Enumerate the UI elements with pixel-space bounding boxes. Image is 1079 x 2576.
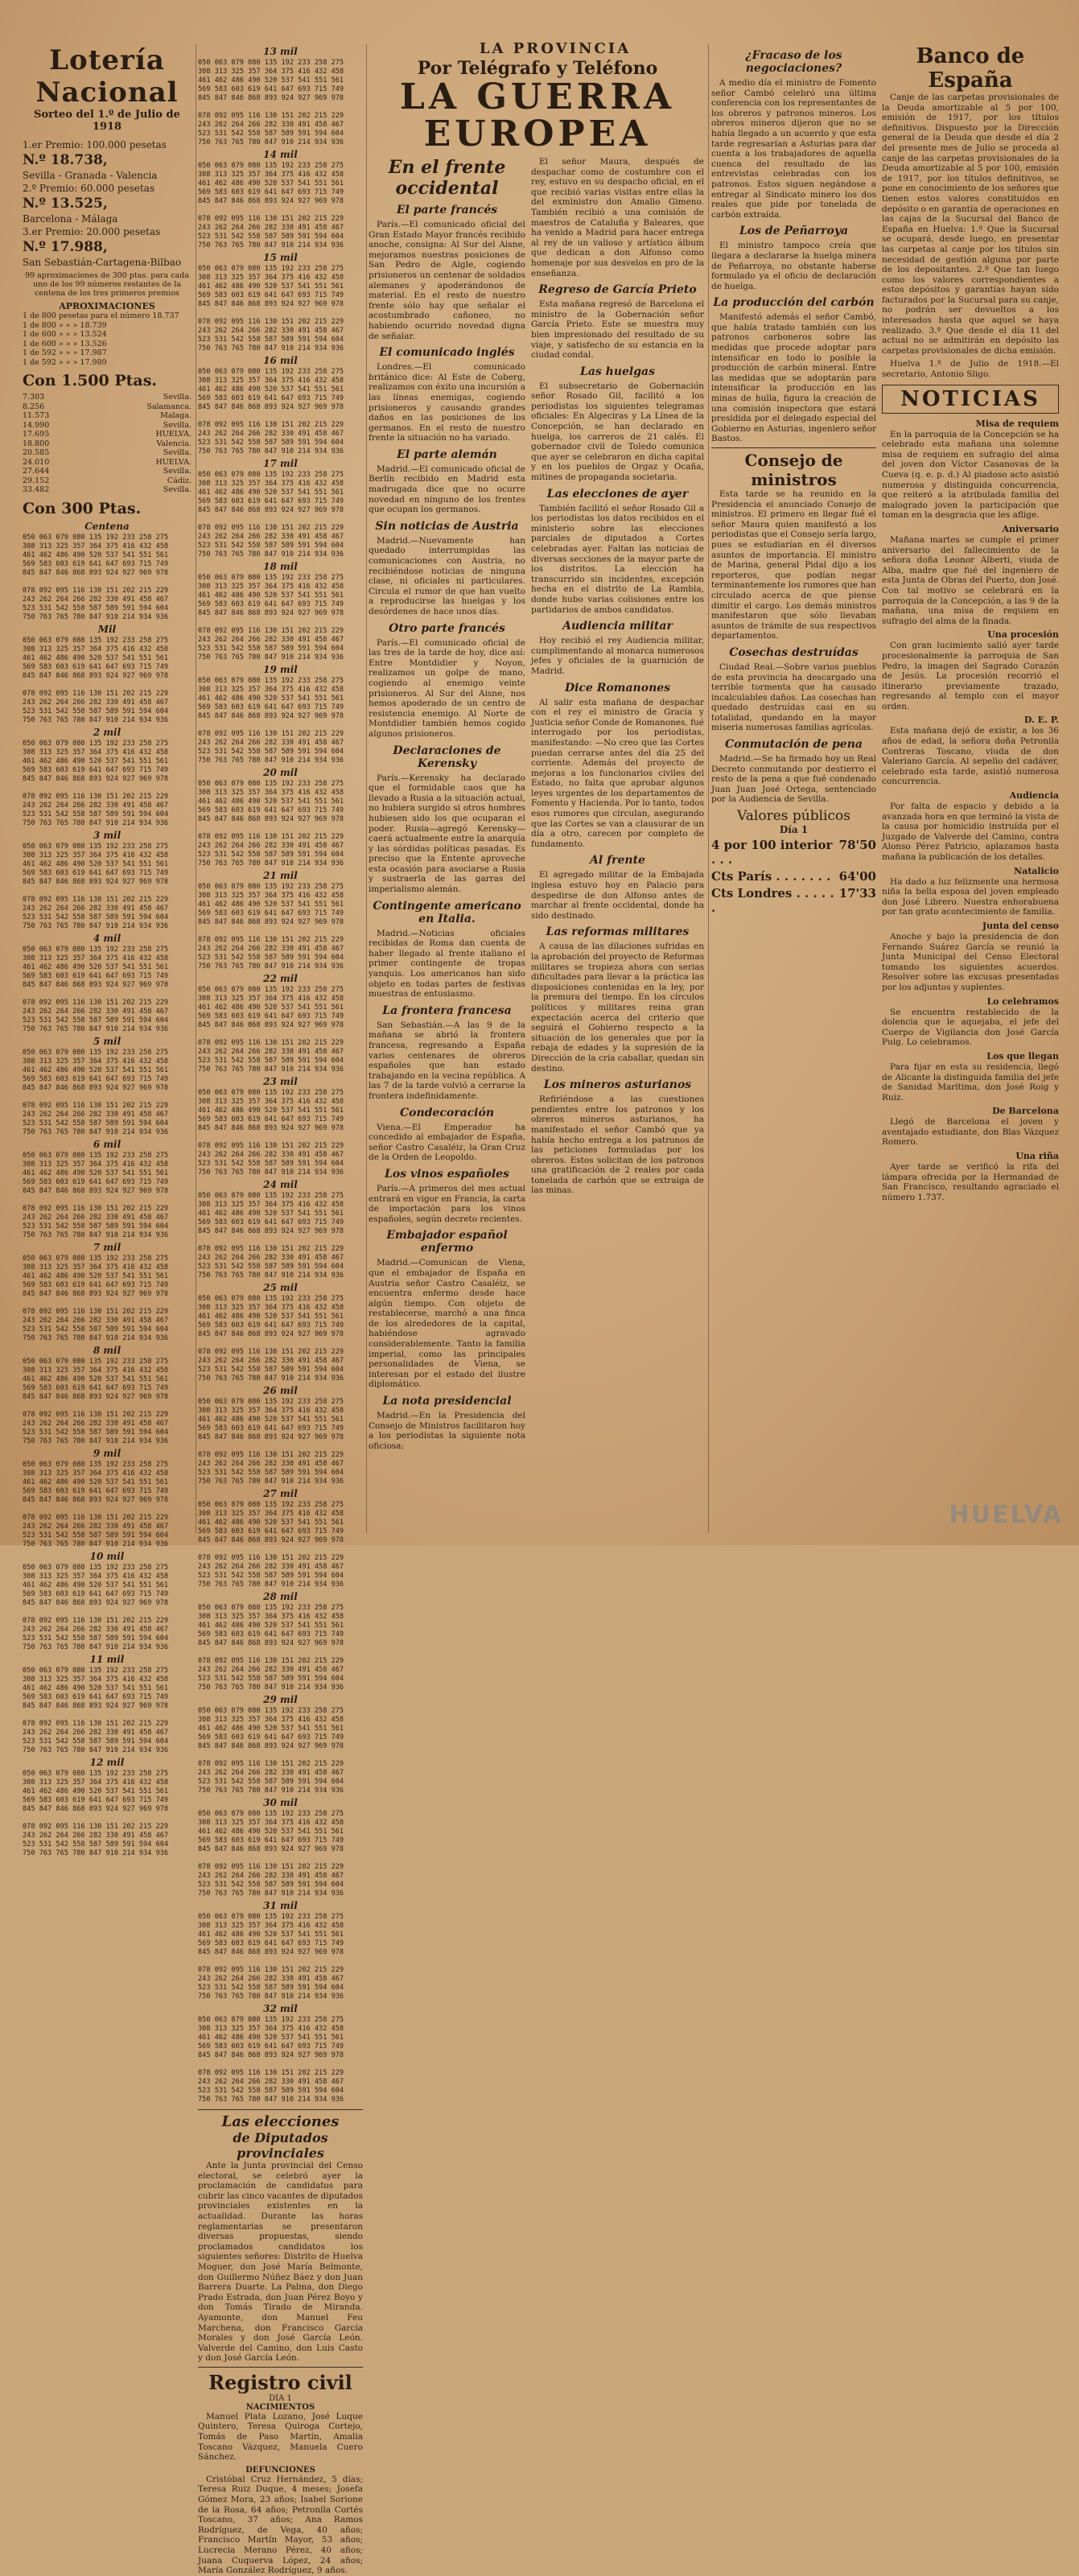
masthead: LA PROVINCIA (479, 40, 632, 57)
number-block: 050 063 079 080 135 192 233 258 275 308 313 325 357 364 375 416 432 458 461 462 486 490 520 537 541 551 561 569 583 603 619 641 647 693 715 749 845 847 846 868 893 924 927 969 978 078 092 095 116 130 151 202 215 229 243 262 264 266 282 330 491 458 467 523 531 542 558 587 589 591 594 604 750 763 765 780 847 910 214 934 936 (23, 636, 169, 724)
valores-dia: Día 1 (779, 824, 809, 836)
number-block: 050 063 079 080 135 192 233 258 275 308 313 325 357 364 375 416 432 458 461 462 486 490 520 537 541 551 561 569 583 603 619 641 647 693 715 749 845 847 846 868 893 924 927 969 978 078 092 095 116 130 151 202 215 229 243 262 264 266 282 330 491 458 467 523 531 542 558 587 589 591 594 604 750 763 765 780 847 910 214 934 936 (198, 986, 344, 1074)
section-heading: El parte francés (396, 204, 498, 216)
section-heading: Las elecciones de ayer (546, 487, 689, 501)
mil-heading: 3 mil (93, 829, 121, 841)
conmutacion-text: Madrid.—Se ha firmado hoy un Real Decreto conmutando por destierro el resto de la pena a que fué condenado Juan Juan José Ortega, sentenciado por la Audiencia de Sevilla. (711, 754, 876, 805)
prize-row-place: Malaga. (160, 411, 192, 420)
number-block: 050 063 079 080 135 192 233 258 275 308 313 325 357 364 375 416 432 458 461 462 486 490 520 537 541 551 561 569 583 603 619 641 647 693 715 749 845 847 846 868 893 924 927 969 978 078 092 095 116 130 151 202 215 229 243 262 264 266 282 330 491 458 467 523 531 542 558 587 589 591 594 604 750 763 765 780 847 910 214 934 936 (198, 1604, 344, 1692)
valor-name: Cts Londres . . . . . . (711, 886, 834, 916)
number-block: 050 063 079 080 135 192 233 258 275 308 313 325 357 364 375 416 432 458 461 462 486 490 520 537 541 551 561 569 583 603 619 641 647 693 715 749 845 847 846 868 893 924 927 969 978 078 092 095 116 130 151 202 215 229 243 262 264 266 282 330 491 458 467 523 531 542 558 587 589 591 594 604 750 763 765 780 847 910 214 934 936 (23, 1769, 169, 1857)
section-heading: El parte alemán (397, 447, 497, 461)
section-text: Hoy recibió el rey Audiencia militar, cumplimentando al monarca numerosos jefes y oficiales de la guarnición de Madrid. (531, 636, 704, 676)
mil-heading: 29 mil (263, 1694, 298, 1705)
prize-row (23, 467, 192, 476)
telegrafo-header: Por Telégrafo y Teléfono (417, 58, 658, 79)
number-block: 050 063 079 080 135 192 233 258 275 308 313 325 357 364 375 416 432 458 461 462 486 490 520 537 541 551 561 569 583 603 619 641 647 693 715 749 845 847 846 868 893 924 927 969 978 078 092 095 116 130 151 202 215 229 243 262 264 266 282 330 491 458 467 523 531 542 558 587 589 591 594 604 750 763 765 780 847 910 214 934 936 (198, 1913, 344, 2001)
banco-title: Banco de España (916, 44, 1025, 93)
section-1500: Con 1.500 Ptas. (23, 372, 158, 389)
number-block: 050 063 079 080 135 192 233 258 275 308 313 325 357 364 375 416 432 458 461 462 486 490 520 537 541 551 561 569 583 603 619 641 647 693 715 749 845 847 846 868 893 924 927 969 978 078 092 095 116 130 151 202 215 229 243 262 264 266 282 330 491 458 467 523 531 542 558 587 589 591 594 604 750 763 765 780 847 910 214 934 936 (198, 1810, 344, 1898)
prize-number-value: N.º 13.525, (23, 196, 108, 212)
mil-heading: 27 mil (263, 1488, 298, 1499)
mil-heading: 30 mil (263, 1797, 298, 1808)
section-text: París.—El comunicado oficial del Gran Estado Mayor francés recibido anoche, consigna: Al Sur del Aisne, mejoramos nuestras posiciones de San Pedro de Aigle, cogiendo prisioneros un centenar de soldados alemanes y apoderándonos de material. En el resto de nuestro frente sólo hay que señalar el acostumbrado cañoneo, no habiendo ocurrido novedad digna de señalar. (369, 220, 525, 341)
noticia-heading: Junta del censo (982, 920, 1059, 931)
war-sections-3 (711, 49, 876, 444)
section-heading: El comunicado inglés (379, 346, 515, 360)
noticia-heading: De Barcelona (992, 1106, 1059, 1117)
section-text: Manifestó además el señor Cambó, que había tratado también con los patronos carboneros sobre las medidas que procede adoptar para intensificar en todo lo posible la producción de carbón mineral. Entre las medidas que se adoptarán para intensificar la producción en las minas de hulla, figura la creación de una comisión inspectora que estará presidida por el delegado especial del Gobierno en Asturias, ingeniero señor Bastos. (711, 312, 876, 444)
noticias-list (882, 418, 1059, 1203)
number-block: 050 063 079 080 135 192 233 258 275 308 313 325 357 364 375 416 432 458 461 462 486 490 520 537 541 551 561 569 583 603 619 641 647 693 715 749 845 847 846 868 893 924 927 969 978 078 092 095 116 130 151 202 215 229 243 262 264 266 282 330 491 458 467 523 531 542 558 587 589 591 594 604 750 763 765 780 847 910 214 934 936 (198, 1192, 344, 1280)
number-block: 050 063 079 080 135 192 233 258 275 308 313 325 357 364 375 416 432 458 461 462 486 490 520 537 541 551 561 569 583 603 619 641 647 693 715 749 845 847 846 868 893 924 927 969 978 078 092 095 116 130 151 202 215 229 243 262 264 266 282 330 491 458 467 523 531 542 558 587 589 591 594 604 750 763 765 780 847 910 214 934 936 (23, 1151, 169, 1239)
valor-row (711, 838, 876, 867)
consejo-title: Consejo de ministros (744, 451, 843, 489)
mil-heading: 17 mil (263, 458, 298, 469)
valor-row (711, 886, 876, 915)
number-block: 050 063 079 080 135 192 233 258 275 308 313 325 357 364 375 416 432 458 461 462 486 490 520 537 541 551 561 569 583 603 619 641 647 693 715 749 845 847 846 868 893 924 927 969 978 078 092 095 116 130 151 202 215 229 243 262 264 266 282 330 491 458 467 523 531 542 558 587 589 591 594 604 750 763 765 780 847 910 214 934 936 (23, 842, 169, 930)
number-block: 050 063 079 080 135 192 233 258 275 308 313 325 357 364 375 416 432 458 461 462 486 490 520 537 541 551 561 569 583 603 619 641 647 693 715 749 845 847 846 868 893 924 927 969 978 078 092 095 116 130 151 202 215 229 243 262 264 266 282 330 491 458 467 523 531 542 558 587 589 591 594 604 750 763 765 780 847 910 214 934 936 (198, 2016, 344, 2104)
approx-title: APROXIMACIONES (59, 301, 155, 311)
section-heading: Los mineros asturianos (543, 1078, 692, 1092)
prize-row-number: 14.990 (23, 420, 50, 430)
section-text: Viena.—El Emperador ha concedido al embajador de España, señor Castro Casaléiz, la Gran Cruz de la Orden de Leopoldo. (369, 1122, 525, 1163)
number-block: 050 063 079 080 135 192 233 258 275 308 313 325 357 364 375 416 432 458 461 462 486 490 520 537 541 551 561 569 583 603 619 641 647 693 715 749 845 847 846 868 893 924 927 969 978 078 092 095 116 130 151 202 215 229 243 262 264 266 282 330 491 458 467 523 531 542 558 587 589 591 594 604 750 763 765 780 847 910 214 934 936 (198, 780, 344, 868)
noticia-text: Anoche y bajo la presidencia de don Fernando Suárez García se reunió la Junta Municipal del Censo Electoral tomando los siguientes acuerdos. Resolver sobre las excusas presentadas por los adjuntos y suplentes. (882, 931, 1059, 992)
section-heading: Condecoración (399, 1106, 495, 1119)
number-block: 050 063 079 080 135 192 233 258 275 308 313 325 357 364 375 416 432 458 461 462 486 490 520 537 541 551 561 569 583 603 619 641 647 693 715 749 845 847 846 868 893 924 927 969 978 078 092 095 116 130 151 202 215 229 243 262 264 266 282 330 491 458 467 523 531 542 558 587 589 591 594 604 750 763 765 780 847 910 214 934 936 (23, 1563, 169, 1651)
noticia-heading: Lo celebramos (986, 995, 1059, 1007)
war-column-2 (531, 157, 704, 1533)
section-heading: Sin noticias de Austria (375, 519, 519, 533)
news-column-2 (882, 44, 1059, 1533)
number-block: 050 063 079 080 135 192 233 258 275 308 313 325 357 364 375 416 432 458 461 462 486 490 520 537 541 551 561 569 583 603 619 641 647 693 715 749 845 847 846 868 893 924 927 969 978 078 092 095 116 130 151 202 215 229 243 262 264 266 282 330 491 458 467 523 531 542 558 587 589 591 594 604 750 763 765 780 847 910 214 934 936 (23, 1254, 169, 1342)
lottery-column (23, 44, 192, 1857)
mil-heading: 19 mil (263, 664, 298, 675)
conmutacion-title: Conmutación de pena (725, 738, 863, 752)
list-1500 (23, 393, 192, 495)
section-text: Londres.—El comunicado británico dice: Al Este de Coberg, realizamos con éxito una incursión a las líneas enemigas, cogiendo prisioneros y causando grandes daños en las posiciones de los germanos. En el resto de nuestro frente la situación no ha variado. (369, 362, 526, 443)
mil-heading: 5 mil (93, 1035, 121, 1047)
mil-heading: 16 mil (263, 355, 298, 366)
prize-list (23, 139, 192, 268)
prize-row-place: HUELVA. (155, 430, 192, 439)
number-block: 050 063 079 080 135 192 233 258 275 308 313 325 357 364 375 416 432 458 461 462 486 490 520 537 541 551 561 569 583 603 619 641 647 693 715 749 845 847 846 868 893 924 927 969 978 078 092 095 116 130 151 202 215 229 243 262 264 266 282 330 491 458 467 523 531 542 558 587 589 591 594 604 750 763 765 780 847 910 214 934 936 (198, 59, 344, 146)
prize-row (23, 421, 192, 431)
section-text: A medio día el ministro de Fomento señor Cambó celebró una última conferencia con los representantes de los obreros y patronos mineros. Los obreros mineros dijeron que no se había llegado a un acuerdo y que esta tarde regresarían a Asturias para dar cuenta a los trabajadores de aquella cuenca del resultado de las entrevistas celebradas con los patronos. Estos siguen negándose a entregar al Sindicato minero los dos reales que pide por tonelada de carbón extraída. (711, 78, 876, 220)
defunciones-text: Cristóbal Cruz Hernández, 5 días; Teresa Ruiz Duque, 4 meses; Josefa Gómez Mora, 23 años; Isabel Sorione de la Rosa, 64 años; Petronila Cortés Toscano, 37 años; Ana Ramos Rodríguez, de Vega, 40 años; Francisco Martín Mayor, 53 años; Lucrecia Merano Pérez, 40 años; Juana Cuquerva López, 24 años; María González Rodríguez, 9 años. (198, 2474, 363, 2576)
section-300: Con 300 Ptas. (23, 499, 142, 517)
lottery-note: 99 aproximaciones de 300 ptas. para cada uno de los 99 números restantes de la centena de los tres primeros premios (25, 271, 189, 298)
lottery-column-2 (198, 44, 363, 2576)
number-block: 050 063 079 080 135 192 233 258 275 308 313 325 357 364 375 416 432 458 461 462 486 490 520 537 541 551 561 569 583 603 619 641 647 693 715 749 845 847 846 868 893 924 927 969 978 078 092 095 116 130 151 202 215 229 243 262 264 266 282 330 491 458 467 523 531 542 558 587 589 591 594 604 750 763 765 780 847 910 214 934 936 (198, 1398, 344, 1486)
noticia-heading: Una riña (1015, 1151, 1059, 1162)
section-text: Madrid.—En la Presidencia del Consejo de Ministros facilitaron hoy a los periodistas la siguiente nota oficiosa: (369, 1411, 525, 1451)
section-heading: Al frente (590, 854, 645, 868)
number-block: 050 063 079 080 135 192 233 258 275 308 313 325 357 364 375 416 432 458 461 462 486 490 520 537 541 551 561 569 583 603 619 641 647 693 715 749 845 847 846 868 893 924 927 969 978 078 092 095 116 130 151 202 215 229 243 262 264 266 282 330 491 458 467 523 531 542 558 587 589 591 594 604 750 763 765 780 847 910 214 934 936 (23, 1357, 169, 1445)
archive-watermark: HUELVA (949, 1501, 1063, 1529)
approx-row: 1 de 800 » » » 18.739 (23, 320, 107, 330)
banco-text: Canje de las carpetas provisionales de la Deuda amortizable al 5 por 100, emisión de 1917, por los títulos definitivos. Dispuesto por la Dirección general de la Deuda que desde el día 2 del presente mes de Julio se proceda al canje de las carpetas provisionales de la Deuda amortizable al 5 por 100, emisión de 1917, por los títulos definitivos, se pone en conocimiento de los señores que tienen estos valores constituídos en depósito o en garantía de operaciones en las cajas de la Sucursal del Banco de España en Huelva: 1.º Que la Sucursal se ocupará, desde luego, en presentar las carpetas al canje por los títulos sin necesidad de gestión alguna por parte de los depositantes. 2.º Que tan luego como los valores correspondientes a estos depósitos y garantías hayan sido facturados por la Sucursal para su canje, no podrán ser devueltos a los interesados hasta que aquel se haya realizado. 3.º Que desde el día 11 del actual no se admitirán en depósito las carpetas provisionales de dicha emisión. (882, 93, 1059, 356)
column-rule (708, 44, 709, 1533)
section-heading: Audiencia militar (562, 620, 673, 633)
prize-row (23, 448, 192, 458)
valor-price: 17'33 (838, 886, 876, 901)
mil-heading: 25 mil (263, 1282, 298, 1293)
noticia-text: Se encuentra restablecido de la dolencia que le aquejaba, el jefe del Cuerpo de Vigilancia don José García Puig. Lo celebramos. (882, 1007, 1059, 1048)
mil-heading: 13 mil (263, 46, 298, 57)
prize-row-number: 17.695 (23, 430, 50, 439)
elecciones-subtitle: de Diputados provinciales (233, 2130, 328, 2161)
defunciones-head: DEFUNCIONES (245, 2465, 315, 2475)
conmutacion-article (711, 738, 876, 805)
number-block: 050 063 079 080 135 192 233 258 275 308 313 325 357 364 375 416 432 458 461 462 486 490 520 537 541 551 561 569 583 603 619 641 647 693 715 749 845 847 846 868 893 924 927 969 978 078 092 095 116 130 151 202 215 229 243 262 264 266 282 330 491 458 467 523 531 542 558 587 589 591 594 604 750 763 765 780 847 910 214 934 936 (198, 574, 344, 662)
valores-table (711, 838, 876, 915)
section-heading: Dice Romanones (564, 681, 671, 694)
prize-places: San Sebastián-Cartagena-Bilbao (23, 257, 182, 268)
prize-row-number: 29.152 (23, 476, 50, 485)
number-block: 050 063 079 080 135 192 233 258 275 308 313 325 357 364 375 416 432 458 461 462 486 490 520 537 541 551 561 569 583 603 619 641 647 693 715 749 845 847 846 868 893 924 927 969 978 078 092 095 116 130 151 202 215 229 243 262 264 266 282 330 491 458 467 523 531 542 558 587 589 591 594 604 750 763 765 780 847 910 214 934 936 (23, 533, 169, 621)
section-heading: ¿Fracaso de los negociaciones? (745, 49, 842, 75)
war-banner: LA GUERRA EUROPEA (399, 76, 676, 155)
section-heading: Otro parte francés (389, 621, 505, 635)
noticia-text: Para fijar en esta su residencia, llegó de Alicante la distinguida familia del jefe de Sanidad Marítima, don José Roig y Ruiz. (882, 1061, 1059, 1103)
number-block: 050 063 079 080 135 192 233 258 275 308 313 325 357 364 375 416 432 458 461 462 486 490 520 537 541 551 561 569 583 603 619 641 647 693 715 749 845 847 846 868 893 924 927 969 978 078 092 095 116 130 151 202 215 229 243 262 264 266 282 330 491 458 467 523 531 542 558 587 589 591 594 604 750 763 765 780 847 910 214 934 936 (23, 1460, 169, 1548)
noticia-heading: Los que llegan (986, 1050, 1059, 1061)
noticia-heading: Audiencia (1009, 790, 1059, 802)
news-column-1 (711, 44, 876, 1533)
noticia-text: En la parroquia de la Concepción se ha celebrado esta mañana una solemne misa de requiem en sufragio del alma del joven don Víctor Casanovas de la Cueva (q. e. p. d.) Al piadoso acto asistió numerosa y distinguida concurrencia, que reiteró a la atribulada familia del malogrado joven la participación que toman en la desgracia que les aflige. (882, 429, 1059, 521)
mil-heading: 7 mil (93, 1241, 121, 1253)
number-blocks-2 (198, 46, 363, 2104)
prize-row-number: 33.482 (23, 485, 50, 494)
noticia-heading: Misa de requiem (975, 418, 1059, 429)
number-block: 050 063 079 080 135 192 233 258 275 308 313 325 357 364 375 416 432 458 461 462 486 490 520 537 541 551 561 569 583 603 619 641 647 693 715 749 845 847 846 868 893 924 927 969 978 078 092 095 116 130 151 202 215 229 243 262 264 266 282 330 491 458 467 523 531 542 558 587 589 591 594 604 750 763 765 780 847 910 214 934 936 (198, 368, 344, 455)
number-block: 050 063 079 080 135 192 233 258 275 308 313 325 357 364 375 416 432 458 461 462 486 490 520 537 541 551 561 569 583 603 619 641 647 693 715 749 845 847 846 868 893 924 927 969 978 078 092 095 116 130 151 202 215 229 243 262 264 266 282 330 491 458 467 523 531 542 558 587 589 591 594 604 750 763 765 780 847 910 214 934 936 (198, 677, 344, 765)
number-blocks (23, 534, 192, 1858)
mil-heading: 14 mil (263, 149, 298, 160)
section-heading: Las reformas militares (546, 925, 690, 939)
prize-row-place: Sevilla. (163, 467, 192, 476)
war-sections (369, 204, 525, 1451)
valor-price: 64'00 (838, 869, 876, 884)
prize-label: 3.er Premio: 20.000 pesetas (23, 226, 161, 237)
prize-row (23, 402, 192, 412)
mil-heading: 11 mil (89, 1653, 125, 1665)
frente-title: En el frente occidental (388, 157, 506, 199)
approx-row: 1 de 600 » » » 13.524 (23, 330, 107, 339)
cosechas-title: Cosechas destruídas (729, 645, 859, 659)
prize-number (23, 196, 192, 212)
prize-number (23, 152, 192, 168)
mil-heading: 15 mil (263, 252, 298, 263)
section-text: Madrid.—Nuevamente han quedado interrumpidas las comunicaciones con Austria, no recibiéndose noticias de ninguna clase, ni oficiales ni particulares. Circula el rumor de que han vuelto a reproducirse las huelgas y los desórdenes de hace unos días. (369, 535, 525, 616)
section-text: También facilitó el señor Rosado Gil a los periodistas los datos recibidos en el ministerio sobre las elecciones parciales de diputados a Cortes celebradas ayer. Faltan las noticias de diversas secciones de la mayor parte de los distritos. La elección ha transcurrido sin incidentes, excepción hecha en el distrito de La Rambla, donde hubo varias colisiones entre los partidarios de ambos candidatos. (531, 503, 704, 615)
section-text: San Sebastián.—A las 9 de la mañana se abrió la frontera francesa, regresando a España varios centenares de obreros españoles que han estado trabajando en la vecina república. A las 7 de la tarde volvió a cerrarse la frontera indefinidamente. (369, 1020, 525, 1101)
registro-title: Registro civil (208, 2370, 352, 2394)
approx-row: 1 de 592 » » » 17.987 (23, 348, 107, 357)
mil-heading: 12 mil (89, 1756, 125, 1768)
prize-row-place: Valencia. (156, 439, 192, 448)
valor-name: 4 por 100 interior . . . (711, 838, 833, 868)
prize-row-number: 7.303 (23, 393, 45, 402)
mil-heading: 24 mil (263, 1179, 298, 1190)
lottery-title: Lotería Nacional (35, 44, 179, 109)
section-text: París.—El comunicado oficial de las tres de la tarde de hoy, dice así: Entre Montdidier y Noyon, realizamos un golpe de mano, cogiendo al enemigo veinte prisioneros. Al Sur del Aisne, nos hemos apoderado de un centro de resistencia enemigo. Al Norte de Montdidier también hemos cogido algunos prisioneros. (369, 637, 525, 739)
section-heading: Embajador español enfermo (386, 1229, 508, 1255)
approx-row: 1 de 600 » » » 13.526 (23, 339, 107, 348)
noticia-text: Con gran lucimiento salió ayer tarde procesionalmente la parroquia de San Pedro, la imagen del Sagrado Corazón de Jesús. La procesión recorrió el itinerario previamente trazado, regresando al templo con el mayor orden. (882, 641, 1059, 711)
approx-row: 1 de 592 » » » 17.989 (23, 357, 107, 367)
mil-heading: 8 mil (93, 1344, 121, 1356)
mil-heading: 26 mil (263, 1385, 298, 1396)
section-text: Madrid.—El comunicado oficial de Berlín recibido en Madrid esta madrugada dice que no ocurre novedad en ninguno de los frentes que ocupan los germanos. (369, 464, 525, 515)
prize-places: Barcelona - Málaga (23, 213, 118, 225)
valor-price: 78'50 (838, 838, 876, 853)
noticias-title: NOTICIAS (882, 385, 1059, 414)
mil-heading: 18 mil (263, 561, 298, 572)
column-rule (366, 44, 367, 1533)
prize-row-number: 8.256 (23, 402, 45, 411)
prize-row (23, 485, 192, 495)
section-text: El subsecretario de Gobernación señor Rosado Gil, facilitó a los periodistas los siguientes telegramas oficiales: En Algeciras y La Línea de la Concepción, se han declarado en huelga, los carreros de 21 calés. El gobernador civil de Toledo comunica que ayer se celebraron en dicha capital y en los pueblos de Orgaz y Ocaña, mitines de propaganda societaria. (531, 381, 704, 483)
prize-row-place: Salamanca. (146, 402, 192, 411)
noticia-heading: Una procesión (987, 629, 1059, 641)
prize-number-value: N.º 18.738, (23, 152, 108, 168)
prize-number (23, 239, 192, 255)
mil-heading: 28 mil (263, 1591, 298, 1602)
prize-row (23, 439, 192, 449)
prize-row-place: HUELVA. (155, 457, 192, 467)
number-block: 050 063 079 080 135 192 233 258 275 308 313 325 357 364 375 416 432 458 461 462 486 490 520 537 541 551 561 569 583 603 619 641 647 693 715 749 845 847 846 868 893 924 927 969 978 078 092 095 116 130 151 202 215 229 243 262 264 266 282 330 491 458 467 523 531 542 558 587 589 591 594 604 750 763 765 780 847 910 214 934 936 (198, 883, 344, 971)
consejo-text: Esta tarde se ha reunido en la Presidencia el anunciado Consejo de ministros. El primero en llegar fué el señor Maura quien manifestó a los periodistas que el Consejo sería largo, pues se estudiarían en él diversos asuntos de importancia. El ministro de Marina, general Pidal dijo a los reporteros, que podían negar terminantemente los rumores que han circulado acerca de que piense dimitir el cargo. Los demás ministros manifestaron que sólo llevaban asuntos de trámite de sus respectivos departamentos. (711, 489, 876, 641)
number-block: 050 063 079 080 135 192 233 258 275 308 313 325 357 364 375 416 432 458 461 462 486 490 520 537 541 551 561 569 583 603 619 641 647 693 715 749 845 847 846 868 893 924 927 969 978 078 092 095 116 130 151 202 215 229 243 262 264 266 282 330 491 458 467 523 531 542 558 587 589 591 594 604 750 763 765 780 847 910 214 934 936 (198, 1501, 344, 1589)
cosechas-article (711, 646, 876, 733)
mil-heading: 31 mil (263, 1900, 298, 1911)
section-heading: Contingente americano en Italia. (373, 899, 521, 925)
number-block: 050 063 079 080 135 192 233 258 275 308 313 325 357 364 375 416 432 458 461 462 486 490 520 537 541 551 561 569 583 603 619 641 647 693 715 749 845 847 846 868 893 924 927 969 978 078 092 095 116 130 151 202 215 229 243 262 264 266 282 330 491 458 467 523 531 542 558 587 589 591 594 604 750 763 765 780 847 910 214 934 936 (198, 1707, 344, 1795)
prize-row-number: 27.644 (23, 467, 50, 476)
section-heading: Regreso de García Prieto (538, 283, 697, 297)
noticia-text: Mañana martes se cumple el primer aniversario del fallecimiento de la señora doña Leonor Alberti, viuda de Alba, madre que fué del ingeniero de esta Junta de Obras del Puerto, don José. Con tal motivo se celebrará en la parroquia de la Concepción, a las 9 de la mañana, una misa de requiem en sufragio del alma de la finada. (882, 534, 1059, 626)
mil-heading: Mil (97, 623, 117, 635)
mil-heading: 6 mil (93, 1138, 121, 1150)
noticia-heading: Natalicio (1014, 865, 1059, 876)
number-block: 050 063 079 080 135 192 233 258 275 308 313 325 357 364 375 416 432 458 461 462 486 490 520 537 541 551 561 569 583 603 619 641 647 693 715 749 845 847 846 868 893 924 927 969 978 078 092 095 116 130 151 202 215 229 243 262 264 266 282 330 491 458 467 523 531 542 558 587 589 591 594 604 750 763 765 780 847 910 214 934 936 (23, 739, 169, 827)
elecciones-article (198, 2109, 363, 2364)
noticia-text: Esta mañana dejó de existir, a los 36 años de edad, la señora doña Petronila Contreras Toscano, viuda de don Valeriano García. Al sepelio del cadáver, celebrado esta tarde, asistió numerosa concurrencia. (882, 726, 1059, 787)
prize-row-place: Cádiz. (167, 476, 192, 485)
valor-name: Cts París . . . . . . . (711, 869, 831, 884)
war-column-1 (369, 157, 525, 1533)
banco-firma: Huelva 1.º de Julio de 1918.—El secretario, Antonio Sligo. (882, 359, 1059, 380)
valores-title: Valores públicos (737, 808, 850, 825)
mil-heading: 32 mil (263, 2003, 298, 2014)
centena-head: Centena (84, 520, 130, 532)
section-text: El ministro tampoco creía que llegara a declararse la huelga minera de Peñarroya, no obstante haberse formulado ya el oficio de declaración de huelga. (711, 241, 876, 291)
noticia-heading: D. E. P. (1023, 715, 1059, 726)
number-block: 050 063 079 080 135 192 233 258 275 308 313 325 357 364 375 416 432 458 461 462 486 490 520 537 541 551 561 569 583 603 619 641 647 693 715 749 845 847 846 868 893 924 927 969 978 078 092 095 116 130 151 202 215 229 243 262 264 266 282 330 491 458 467 523 531 542 558 587 589 591 594 604 750 763 765 780 847 910 214 934 936 (198, 1295, 344, 1383)
valor-row (711, 869, 876, 884)
number-block: 050 063 079 080 135 192 233 258 275 308 313 325 357 364 375 416 432 458 461 462 486 490 520 537 541 551 561 569 583 603 619 641 647 693 715 749 845 847 846 868 893 924 927 969 978 078 092 095 116 130 151 202 215 229 243 262 264 266 282 330 491 458 467 523 531 542 558 587 589 591 594 604 750 763 765 780 847 910 214 934 936 (23, 1666, 169, 1754)
section-text: Esta mañana regresó de Barcelona el ministro de la Gobernación señor García Prieto. Este se muestra muy bien impresionado del resultado de su viaje, y satisfecho de su estancia en la ciudad condal. (531, 299, 704, 361)
section-text: París.—Kerensky ha declarado que el formidable caos que ha llevado a Rusia a la situación actual, no hubiera surgido si otros hombres hubiesen sido los que ocuparan el poder. Rusia—agregó Kerensky—caerá actualmente entre la anarquía y las sórdidas políticas pasadas. Es preciso que la Entente aproveche esta ocasión para asociarse a Rusia y sustraerla de las garras del imperialismo alemán. (369, 773, 525, 895)
prize-row-place: Sevilla. (163, 448, 192, 457)
section-heading: La nota presidencial (382, 1395, 512, 1408)
noticia-text: Por falta de espacio y debido a la avanzada hora en que terminó la vista de la causa por homicidio instruída por el Juzgado de Valverde del Camino, contra Alonso Pérez Patricio, aplazamos hasta mañana la publicación de los detalles. (882, 802, 1059, 862)
prize-number-value: N.º 17.988, (23, 239, 108, 255)
registro-article (198, 2367, 363, 2576)
prize-row-place: Sevilla. (163, 393, 192, 402)
prize-row (23, 458, 192, 468)
prize-row (23, 393, 192, 402)
elecciones-title: Las elecciones (221, 2113, 340, 2130)
mil-heading: 22 mil (263, 973, 298, 984)
prize-row (23, 476, 192, 486)
section-text: Madrid.—Noticias oficiales recibidas de Roma dan cuenta de haber llegado al frente italiano el primer contingente de tropas yanquis. Los americanos han sido objeto en todas partes de festivas muestras de entusiasmo. (369, 928, 525, 999)
section-heading: Los de Peñarroya (739, 225, 849, 238)
mil-heading: 9 mil (93, 1447, 121, 1459)
number-block: 050 063 079 080 135 192 233 258 275 308 313 325 357 364 375 416 432 458 461 462 486 490 520 537 541 551 561 569 583 603 619 641 647 693 715 749 845 847 846 868 893 924 927 969 978 078 092 095 116 130 151 202 215 229 243 262 264 266 282 330 491 458 467 523 531 542 558 587 589 591 594 604 750 763 765 780 847 910 214 934 936 (198, 471, 344, 558)
prize-row (23, 430, 192, 439)
section-text: París.—A primeros del mes actual entrará en vigor en Francia, la carta de importación para los vinos españoles, según decreto recientes. (369, 1183, 525, 1224)
number-block: 050 063 079 080 135 192 233 258 275 308 313 325 357 364 375 416 432 458 461 462 486 490 520 537 541 551 561 569 583 603 619 641 647 693 715 749 845 847 846 868 893 924 927 969 978 078 092 095 116 130 151 202 215 229 243 262 264 266 282 330 491 458 467 523 531 542 558 587 589 591 594 604 750 763 765 780 847 910 214 934 936 (23, 945, 169, 1033)
section-heading: Los vinos españoles (385, 1167, 509, 1181)
mil-heading: 4 mil (93, 932, 121, 944)
elecciones-text: Ante la Junta provincial del Censo electoral, se celebró ayer la proclamación de candidatos para cubrir las cinco vacantes de diputados provinciales existentes en la actualidad. Durante las horas reglamentarias se presentaron diversas propuestas, siendo proclamados candidatos los siguientes señores: Distrito de Huelva Moguer, don José María Belmonte, don Guillermo Núñez Báez y don Juan Barrera Duarte. La Palma, don Diego Prado Estrada, don Juan Pérez Boyo y don Tomás Tirado de Miranda. Ayamonte, don Manuel Feu Marchena, don Francisco García Morales y don José García León. Valverde del Camino, don Luis Casto y don José García León. (198, 2161, 363, 2364)
section-heading: Las huelgas (580, 365, 655, 378)
prize-places: Sevilla - Granada - Valencia (23, 170, 158, 181)
noticia-text: Llegó de Barcelona el joven y aventajado estudiante, don Blas Vázquez Romero. (882, 1117, 1059, 1148)
mil-heading: 21 mil (263, 870, 298, 881)
cosechas-text: Ciudad Real.—Sobre varios pueblos de esta provincia ha descargado una terrible tormenta que ha causado incalculables daños. Las cosechas han quedado destruídas casi en su totalidad, quedando en la mayor miseria numerosas familias agrícolas. (711, 662, 876, 733)
consejo-article (711, 447, 876, 641)
prize-row-number: 24.010 (23, 457, 50, 467)
section-text: El señor Maura, después de despachar como de costumbre con el rey, estuvo en su despacho oficial, en el que recibió varias visitas entre ellas la del exministro don Amalio Gimeno. También recibió a una comisión de maestros de Cataluña y Baleares, que ha venido a Madrid para hacer entrega al rey de un valioso y artístico álbum que dedican a don Alfonso como homenaje por sus desvelos en pro de la enseñanza. (531, 157, 704, 278)
section-text: El agregado militar de la Embajada inglesa estuvo hoy en Palacio para despedirse de don Alfonso antes de marchar al frente occidental, donde ha sido destinado. (531, 870, 704, 921)
number-block: 050 063 079 080 135 192 233 258 275 308 313 325 357 364 375 416 432 458 461 462 486 490 520 537 541 551 561 569 583 603 619 641 647 693 715 749 845 847 846 868 893 924 927 969 978 078 092 095 116 130 151 202 215 229 243 262 264 266 282 330 491 458 467 523 531 542 558 587 589 591 594 604 750 763 765 780 847 910 214 934 936 (198, 162, 344, 249)
prize-row-place: Sevilla. (163, 485, 192, 494)
prize-row (23, 411, 192, 421)
lottery-subtitle: Sorteo del 1.º de Julio de 1918 (34, 109, 180, 133)
number-block: 050 063 079 080 135 192 233 258 275 308 313 325 357 364 375 416 432 458 461 462 486 490 520 537 541 551 561 569 583 603 619 641 647 693 715 749 845 847 846 868 893 924 927 969 978 078 092 095 116 130 151 202 215 229 243 262 264 266 282 330 491 458 467 523 531 542 558 587 589 591 594 604 750 763 765 780 847 910 214 934 936 (198, 265, 344, 352)
mil-heading: 2 mil (93, 726, 121, 738)
registro-dia: DIA 1 (269, 2393, 292, 2403)
number-block: 050 063 079 080 135 192 233 258 275 308 313 325 357 364 375 416 432 458 461 462 486 490 520 537 541 551 561 569 583 603 619 641 647 693 715 749 845 847 846 868 893 924 927 969 978 078 092 095 116 130 151 202 215 229 243 262 264 266 282 330 491 458 467 523 531 542 558 587 589 591 594 604 750 763 765 780 847 910 214 934 936 (198, 1089, 344, 1177)
section-text: A causa de las dilaciones sufridas en la aprobación del proyecto de Reformas militares se tropieza ahora con serias dificultades para llevar a la práctica las disposiciones contenidas en la ley, por la premura del tiempo. En los círculos políticos y militares reina gran expectación acerca del criterio que seguirá el Gobierno respecto a la situación de los generales que por la rebaja de edades y la supresión de la Dirección de la cría caballar, quedan sin destino. (531, 942, 704, 1074)
approx-table (23, 311, 192, 367)
nacimientos-head: NACIMIENTOS (245, 2402, 315, 2412)
prize-row-place: Sevilla. (163, 420, 192, 430)
section-heading: La producción del carbón (713, 296, 875, 310)
noticia-heading: Aniversario (1002, 523, 1059, 534)
prize-label: 2.º Premio: 60.000 pesetas (23, 183, 155, 194)
number-block: 050 063 079 080 135 192 233 258 275 308 313 325 357 364 375 416 432 458 461 462 486 490 520 537 541 551 561 569 583 603 619 641 647 693 715 749 845 847 846 868 893 924 927 969 978 078 092 095 116 130 151 202 215 229 243 262 264 266 282 330 491 458 467 523 531 542 558 587 589 591 594 604 750 763 765 780 847 910 214 934 936 (23, 1048, 169, 1136)
noticia-text: Ayer tarde se verificó la rifa del lámpara ofrecida por la Hermandad de San Francisco, resultando agraciado el número 1.737. (882, 1162, 1059, 1202)
mil-heading: 10 mil (89, 1550, 125, 1562)
approx-row: 1 de 800 pesetas para el número 18.737 (23, 311, 179, 320)
prize-label: 1.er Premio: 100.000 pesetas (23, 139, 167, 150)
prize-row-number: 18.800 (23, 439, 50, 448)
nacimientos-text: Manuel Plata Lozano, José Luque Quintero, Teresa Quiroga Cortejo, Tomás de Paso Martín, Amalia Toscano Vázquez, Manuela Cuero Sánchez. (198, 2411, 363, 2463)
section-heading: Declaraciones de Kerensky (393, 744, 501, 770)
prize-row-number: 11.573 (23, 411, 50, 420)
war-sections-2 (531, 157, 704, 1196)
section-text: Refiriéndose a las cuestiones pendientes entre los patronos y los obreros mineros asturianos, ha manifestado el señor Cambó que ya había hecho entrega a los patronos de las peticiones formuladas por los obreros. Estos solicitan de los patronos una gratificación de 2 reales por cada tonelada de carbón que se extraiga de las minas. (531, 1094, 704, 1196)
noticia-text: Ha dado a luz felizmente una hermosa niña la bella esposa del joven empleado don José Librero. Nuestra enhorabuena por tan grato acontecimiento de familia. (882, 876, 1059, 917)
valores-article (711, 808, 876, 915)
section-text: Madrid.—Comunican de Viena, que el embajador de España en Austria señor Castro Casaléiz, se encuentra enfermo desde hace algún tiempo. Con objeto de restablecerse, marchó a una finca de los alrededores de la capital, habiéndose agravado considerablemente. Tanto la familia imperial, como las principales personalidades de Viena, se interesan por el estado del ilustre diplomático. (369, 1258, 525, 1390)
telegrafo-header-block (372, 58, 703, 153)
mil-heading: 20 mil (263, 767, 298, 778)
mil-heading: 23 mil (263, 1076, 298, 1087)
section-text: Al salir esta mañana de despachar con el rey el ministro de Gracia y Justicia señor Conde de Romanones, fué interrogado por los periodistas, manifestando: —No creo que las Cortes puedan cerrarse antes del día 25 del corriente. Además del proyecto de mejoras a los funcionarios civiles del Estado, no falta que aprobar algunos leyes urgentes de los departamentos de Fomento y Hacienda. Por lo tanto, todos esos rumores que circulan, asegurando que las Cortes se van a clausurar de un día a otro, carecen por completo de fundamento. (531, 697, 704, 849)
section-heading: La frontera francesa (382, 1004, 512, 1017)
prize-row-number: 20.585 (23, 448, 50, 457)
